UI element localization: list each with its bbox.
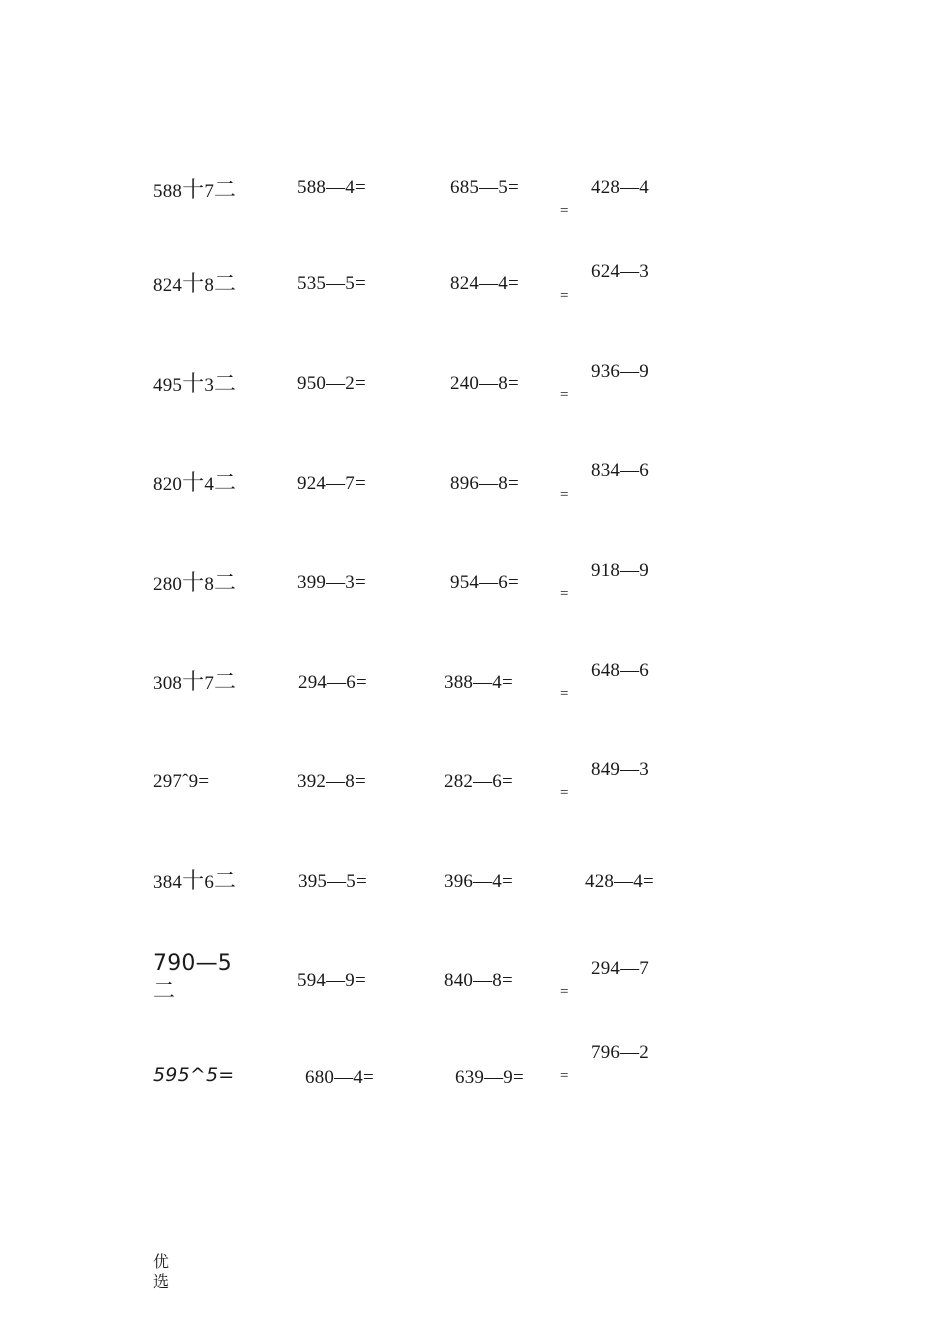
problem-subtraction: 624—3 bbox=[591, 261, 649, 282]
footer-line: 选 bbox=[153, 1272, 170, 1291]
problem-subtraction: 936—9 bbox=[591, 361, 649, 382]
problem-subtraction: 954—6= bbox=[450, 572, 519, 593]
problem-subtraction: 950—2= bbox=[297, 373, 366, 394]
problem-subtraction: 392—8= bbox=[297, 771, 366, 792]
problem-subtraction: 824—4= bbox=[450, 273, 519, 294]
problem-subtraction: 395—5= bbox=[298, 871, 367, 892]
problem-subtraction: 648—6 bbox=[591, 660, 649, 681]
problem-subtraction: 294—6= bbox=[298, 672, 367, 693]
problem-subtraction: 294—7 bbox=[591, 958, 649, 979]
problem-subtraction: 896—8= bbox=[450, 473, 519, 494]
problem-subtraction: 834—6 bbox=[591, 460, 649, 481]
problem-subtraction: 399—3= bbox=[297, 572, 366, 593]
equals-sign: = bbox=[560, 1068, 569, 1084]
problem-addition: 820十4二 bbox=[153, 471, 237, 496]
problem-subtraction: 594—9= bbox=[297, 970, 366, 991]
problem-subtraction: 685—5= bbox=[450, 177, 519, 198]
equals-sign: = bbox=[560, 288, 569, 304]
problem-subtraction: 282—6= bbox=[444, 771, 513, 792]
equals-sign: = bbox=[560, 387, 569, 403]
problem-subtraction: 396—4= bbox=[444, 871, 513, 892]
problem-addition: 495十3二 bbox=[153, 372, 237, 397]
problem-subtraction: 796—2 bbox=[591, 1042, 649, 1063]
page-footer bbox=[153, 1252, 173, 1292]
problem-subtraction: 680—4= bbox=[305, 1067, 374, 1088]
problem-caret: 297ˆ9= bbox=[153, 771, 210, 792]
problem-subtraction: 588—4= bbox=[297, 177, 366, 198]
footer-line: 优 bbox=[153, 1252, 170, 1271]
equals-sign: = bbox=[560, 586, 569, 602]
problem-subtraction: 790—5 bbox=[153, 951, 232, 976]
problem-subtraction: 849—3 bbox=[591, 759, 649, 780]
problem-subtraction: 428—4= bbox=[585, 871, 654, 892]
problem-equals-line: 二 bbox=[153, 979, 176, 1004]
problem-subtraction: 240—8= bbox=[450, 373, 519, 394]
problem-subtraction: 388—4= bbox=[444, 672, 513, 693]
equals-sign: = bbox=[560, 487, 569, 503]
problem-addition: 588十7二 bbox=[153, 178, 237, 203]
problem-addition: 308十7二 bbox=[153, 670, 237, 695]
problem-subtraction: 535—5= bbox=[297, 273, 366, 294]
problem-subtraction: 840—8= bbox=[444, 970, 513, 991]
problem-subtraction: 918—9 bbox=[591, 560, 649, 581]
equals-sign: = bbox=[560, 686, 569, 702]
equals-sign: = bbox=[560, 203, 569, 219]
problem-addition: 824十8二 bbox=[153, 272, 237, 297]
equals-sign: = bbox=[560, 785, 569, 801]
equals-sign: = bbox=[560, 984, 569, 1000]
problem-subtraction: 428—4 bbox=[591, 177, 649, 198]
problem-subtraction: 924—7= bbox=[297, 473, 366, 494]
problem-subtraction: 639—9= bbox=[455, 1067, 524, 1088]
problem-caret: 595^5= bbox=[153, 1064, 235, 1086]
problem-addition: 384十6二 bbox=[153, 869, 237, 894]
problem-addition: 280十8二 bbox=[153, 571, 237, 596]
